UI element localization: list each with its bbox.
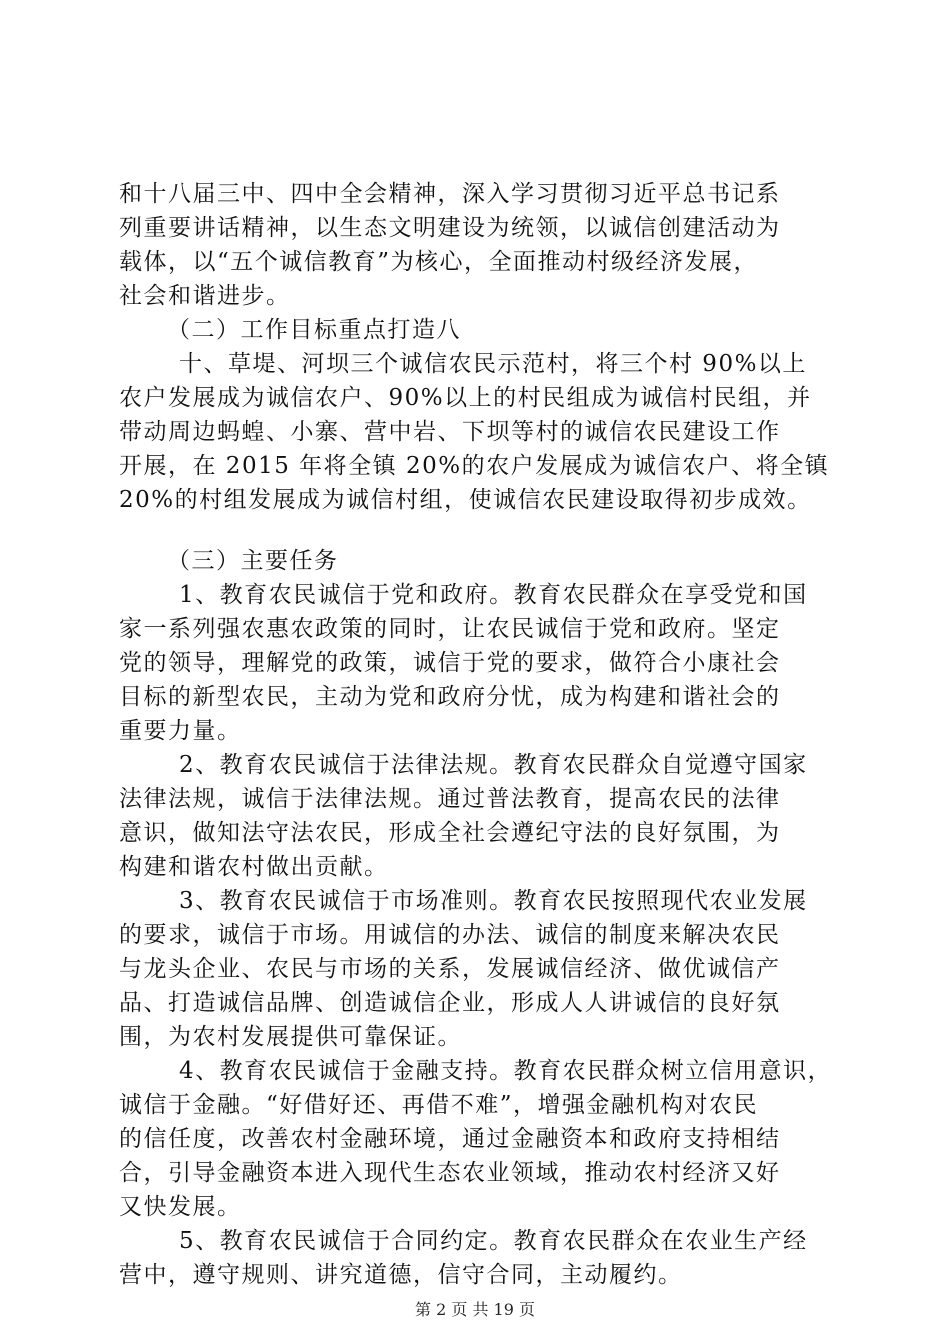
section-heading: （二）工作目标重点打造八 (167, 317, 461, 343)
text-line: 和十八届三中、四中全会精神，深入学习贯彻习近平总书记系 (119, 181, 781, 207)
text-line: 4、教育农民诚信于金融支持。教育农民群众树立信用意识， (179, 1058, 833, 1084)
text-line: 社会和谐进步。 (119, 283, 291, 309)
text-line: 带动周边蚂蝗、小寨、营中岩、下坝等村的诚信农民建设工作 (119, 419, 781, 445)
text-line: 意识，做知法守法农民，形成全社会遵纪守法的良好氛围，为 (119, 820, 781, 846)
text-line: 又快发展。 (119, 1194, 242, 1220)
text-line: 的要求，诚信于市场。用诚信的办法、诚信的制度来解决农民 (119, 922, 781, 948)
text-line: 家一系列强农惠农政策的同时，让农民诚信于党和政府。坚定 (119, 616, 781, 642)
text-line: 农户发展成为诚信农户、90%以上的村民组成为诚信村民组，并 (119, 385, 812, 411)
text-line: 3、教育农民诚信于市场准则。教育农民按照现代农业发展 (179, 888, 808, 914)
text-line: 列重要讲话精神，以生态文明建设为统领，以诚信创建活动为 (119, 215, 781, 241)
text-line: 营中，遵守规则、讲究道德，信守合同，主动履约。 (119, 1262, 683, 1288)
text-line: 的信任度，改善农村金融环境，通过金融资本和政府支持相结 (119, 1126, 781, 1152)
text-line: 目标的新型农民，主动为党和政府分忧，成为构建和谐社会的 (119, 684, 781, 710)
text-line: 构建和谐农村做出贡献。 (119, 854, 389, 880)
section-heading: （三）主要任务 (167, 548, 339, 574)
text-line: 合，引导金融资本进入现代生态农业领域，推动农村经济又好 (119, 1160, 781, 1186)
text-line: 法律法规，诚信于法律法规。通过普法教育，提高农民的法律 (119, 786, 781, 812)
text-line: 党的领导，理解党的政策，诚信于党的要求，做符合小康社会 (119, 650, 781, 676)
text-line: 开展，在 2015 年将全镇 20%的农户发展成为诚信农户、将全镇 (119, 453, 830, 479)
text-line: 品、打造诚信品牌、创造诚信企业，形成人人讲诚信的良好氛 (119, 990, 781, 1016)
text-line: 5、教育农民诚信于合同约定。教育农民群众在农业生产经 (179, 1228, 808, 1254)
text-line: 十、草堤、河坝三个诚信农民示范村，将三个村 90%以上 (179, 351, 807, 377)
text-line: 重要力量。 (119, 718, 242, 744)
text-line: 20%的村组发展成为诚信村组，使诚信农民建设取得初步成效。 (119, 487, 812, 513)
text-line: 载体，以“五个诚信教育”为核心，全面推动村级经济发展， (119, 249, 759, 275)
text-line: 围，为农村发展提供可靠保证。 (119, 1024, 462, 1050)
text-line: 2、教育农民诚信于法律法规。教育农民群众自觉遵守国家 (179, 752, 808, 778)
page-footer: 第 2 页 共 19 页 (415, 1300, 535, 1319)
text-line: 诚信于金融。“好借好还、再借不难”，增强金融机构对农民 (119, 1092, 759, 1118)
text-line: 1、教育农民诚信于党和政府。教育农民群众在享受党和国 (179, 582, 808, 608)
text-line: 与龙头企业、农民与市场的关系，发展诚信经济、做优诚信产 (119, 956, 781, 982)
